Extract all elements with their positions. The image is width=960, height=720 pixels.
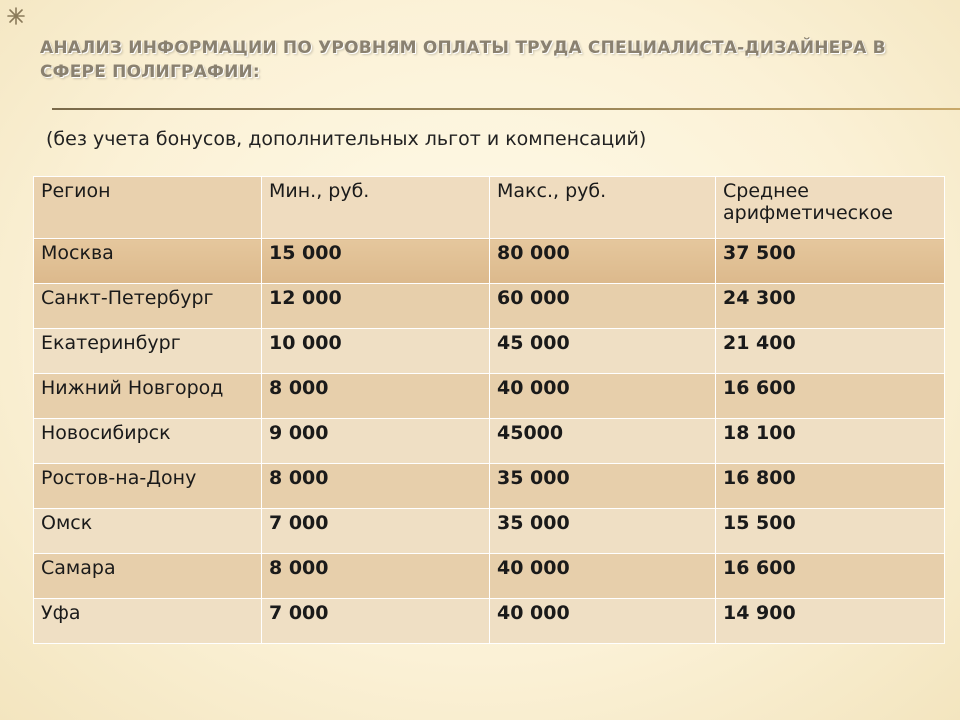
cell-max: 35 000	[490, 464, 716, 509]
cell-average: 16 600	[716, 554, 945, 599]
title-divider	[52, 108, 960, 110]
cell-average: 37 500	[716, 239, 945, 284]
cell-min: 8 000	[262, 464, 490, 509]
slide-title: АНАЛИЗ ИНФОРМАЦИИ ПО УРОВНЯМ ОПЛАТЫ ТРУДА СПЕЦИАЛИСТА-ДИЗАЙНЕРА В СФЕРЕ ПОЛИГРАФИИ:	[40, 38, 886, 82]
cell-max: 40 000	[490, 554, 716, 599]
salary-table	[33, 176, 945, 644]
table-row	[34, 464, 945, 509]
cell-min: 8 000	[262, 374, 490, 419]
cell-region: Самара	[34, 554, 262, 599]
table-row	[34, 284, 945, 329]
cell-min: 7 000	[262, 509, 490, 554]
cell-region: Новосибирск	[34, 419, 262, 464]
cell-min: 8 000	[262, 554, 490, 599]
cell-max: 80 000	[490, 239, 716, 284]
cell-max: 40 000	[490, 374, 716, 419]
cell-max: 45000	[490, 419, 716, 464]
slide-subtitle: (без учета бонусов, дополнительных льгот и компенсаций)	[46, 128, 647, 150]
table-row	[34, 419, 945, 464]
cell-region: Санкт-Петербург	[34, 284, 262, 329]
cell-region: Екатеринбург	[34, 329, 262, 374]
header-max: Макс., руб.	[490, 177, 716, 239]
cell-min: 7 000	[262, 599, 490, 644]
table-row	[34, 374, 945, 419]
table-row	[34, 599, 945, 644]
cell-average: 24 300	[716, 284, 945, 329]
star-logo-icon	[6, 6, 26, 26]
cell-average: 16 800	[716, 464, 945, 509]
cell-max: 40 000	[490, 599, 716, 644]
header-min: Мин., руб.	[262, 177, 490, 239]
cell-average: 18 100	[716, 419, 945, 464]
cell-min: 9 000	[262, 419, 490, 464]
table-row	[34, 329, 945, 374]
cell-average: 16 600	[716, 374, 945, 419]
cell-average: 15 500	[716, 509, 945, 554]
cell-max: 35 000	[490, 509, 716, 554]
cell-average: 21 400	[716, 329, 945, 374]
table-row	[34, 509, 945, 554]
cell-region: Москва	[34, 239, 262, 284]
header-region: Регион	[34, 177, 262, 239]
table-header-row	[34, 177, 945, 239]
cell-min: 10 000	[262, 329, 490, 374]
cell-region: Уфа	[34, 599, 262, 644]
cell-min: 12 000	[262, 284, 490, 329]
cell-region: Омск	[34, 509, 262, 554]
table-row	[34, 239, 945, 284]
cell-average: 14 900	[716, 599, 945, 644]
cell-region: Нижний Новгород	[34, 374, 262, 419]
cell-min: 15 000	[262, 239, 490, 284]
header-average: Среднее арифметическое	[716, 177, 945, 239]
cell-max: 45 000	[490, 329, 716, 374]
cell-region: Ростов-на-Дону	[34, 464, 262, 509]
cell-max: 60 000	[490, 284, 716, 329]
table-row	[34, 554, 945, 599]
